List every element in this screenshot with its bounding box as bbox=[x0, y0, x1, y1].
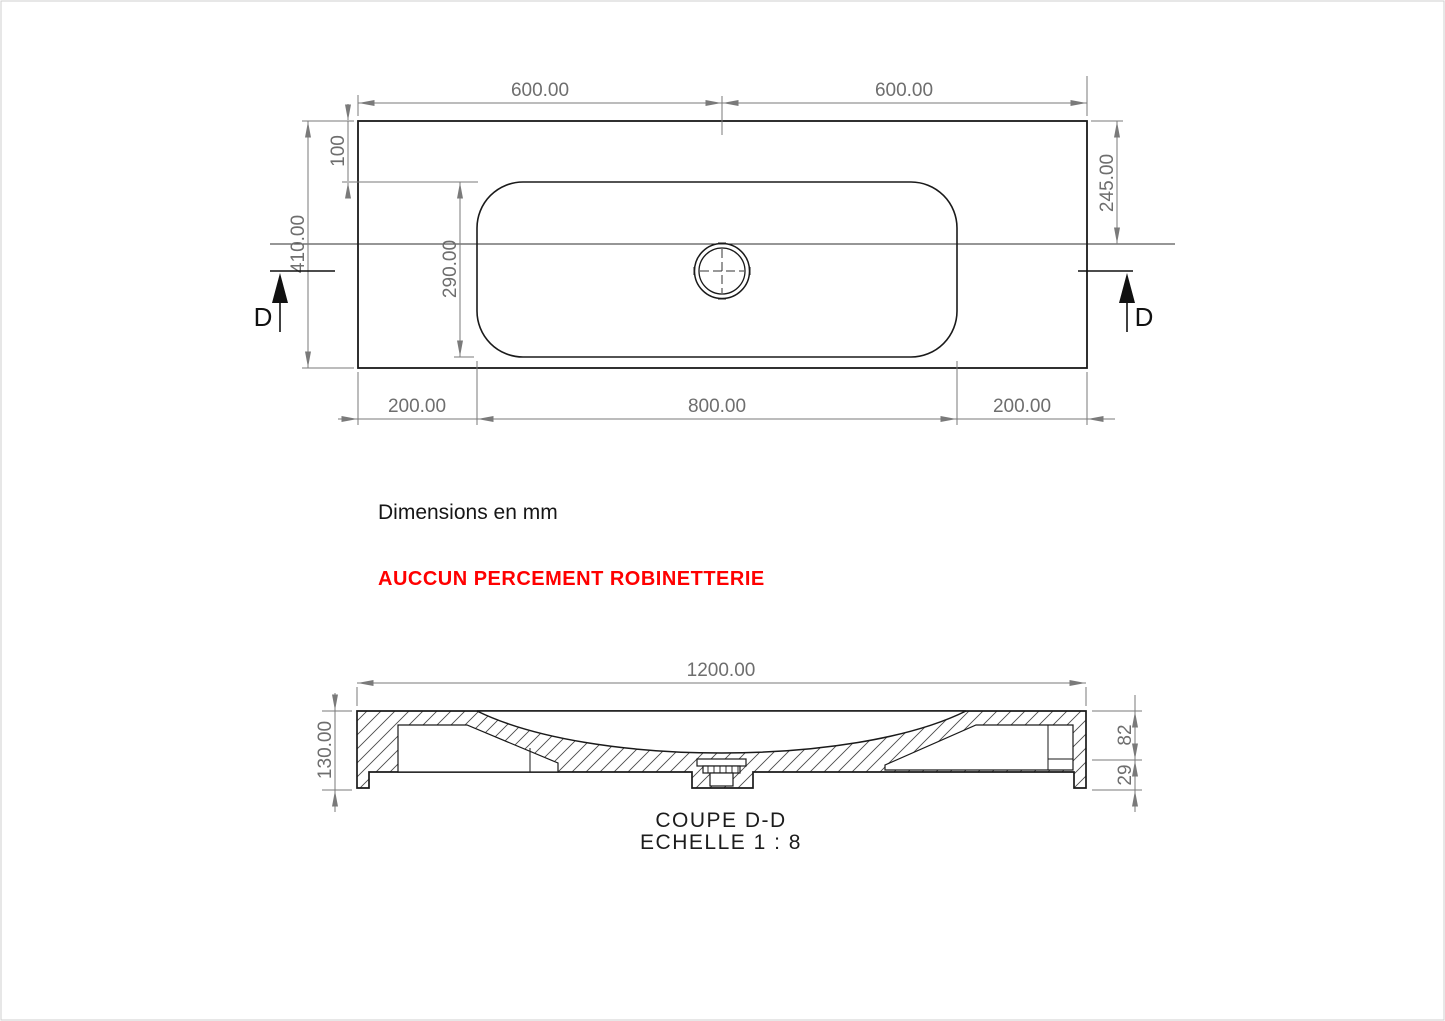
dim-label-410: 410.00 bbox=[288, 214, 309, 274]
dim-label-200-left: 200.00 bbox=[387, 396, 447, 417]
dim-top-600-left bbox=[358, 76, 1087, 135]
drain-hole bbox=[694, 243, 750, 299]
basin-outline bbox=[477, 182, 957, 357]
dim-label-245: 245.00 bbox=[1097, 153, 1118, 213]
dim-label-800: 800.00 bbox=[687, 396, 747, 417]
dim-label-290: 290.00 bbox=[440, 239, 461, 299]
dim-section-height-130 bbox=[315, 693, 352, 812]
dim-label-29: 29 bbox=[1115, 764, 1136, 786]
section-arrowhead-left bbox=[272, 273, 288, 303]
drain-thread bbox=[703, 766, 740, 773]
section-label-right: D bbox=[1134, 302, 1154, 332]
top-view bbox=[254, 76, 1175, 425]
section-view bbox=[315, 660, 1142, 854]
dim-label-100: 100 bbox=[328, 135, 349, 167]
dim-section-width-1200 bbox=[357, 660, 1086, 706]
sheet-border bbox=[1, 1, 1444, 1020]
drain-pipe bbox=[710, 773, 733, 786]
section-arrow-left bbox=[254, 271, 335, 332]
dim-basin-offset-100 bbox=[328, 104, 478, 198]
dim-section-right-82-29 bbox=[1092, 695, 1142, 812]
section-arrow-right bbox=[1078, 271, 1153, 332]
section-label-left: D bbox=[253, 302, 273, 332]
dim-right-offset-245 bbox=[1091, 121, 1123, 244]
units-note: Dimensions en mm bbox=[378, 501, 558, 524]
dim-label-1200: 1200.00 bbox=[686, 660, 756, 681]
section-arrowhead-right bbox=[1119, 273, 1135, 303]
section-scale: ECHELLE 1 : 8 bbox=[640, 831, 802, 854]
drain-centermark bbox=[700, 249, 744, 293]
section-title: COUPE D-D bbox=[655, 809, 787, 832]
warning-note: AUCCUN PERCEMENT ROBINETTERIE bbox=[378, 568, 765, 590]
dim-label-600-right: 600.00 bbox=[874, 80, 934, 101]
dim-label-130: 130.00 bbox=[315, 720, 336, 780]
dim-bottom-chain bbox=[338, 361, 1115, 425]
drain-flange bbox=[697, 759, 746, 766]
dim-label-82: 82 bbox=[1115, 724, 1136, 746]
dim-label-600-left: 600.00 bbox=[510, 80, 570, 101]
dim-basin-height-290 bbox=[440, 182, 474, 357]
dim-label-200-right: 200.00 bbox=[992, 396, 1052, 417]
